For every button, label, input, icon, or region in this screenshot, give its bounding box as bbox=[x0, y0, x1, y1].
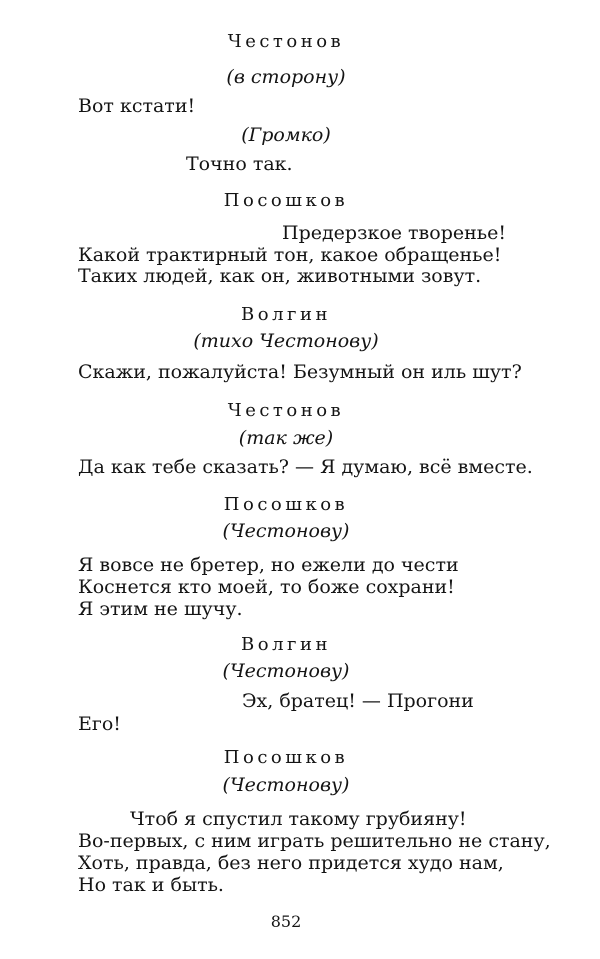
verse-line: Во-первых, с ним играть решительно не стану, bbox=[78, 830, 551, 852]
verse-line: Хоть, правда, без него придется худо нам, bbox=[78, 852, 504, 874]
speaker-name: Посошков bbox=[223, 190, 349, 211]
verse-line: Вот кстати! bbox=[78, 95, 196, 117]
stage-direction: (Честонову) bbox=[222, 520, 350, 542]
verse-line: Его! bbox=[78, 713, 121, 735]
verse-line: Да как тебе сказать? — Я думаю, всё вместе. bbox=[78, 456, 533, 478]
verse-line: Какой трактирный тон, какое обращенье! bbox=[78, 244, 502, 266]
page-number: 852 bbox=[270, 912, 302, 931]
stage-direction: (Честонову) bbox=[222, 660, 350, 682]
speaker-name: Посошков bbox=[223, 747, 349, 768]
verse-line: Я вовсе не бретер, но ежели до чести bbox=[78, 554, 459, 576]
verse-line: Таких людей, как он, животными зовут. bbox=[78, 265, 482, 287]
verse-line: Я этим не шучу. bbox=[78, 598, 243, 620]
verse-line: Предерзкое творенье! bbox=[282, 222, 506, 244]
stage-direction: (Честонову) bbox=[222, 774, 350, 796]
stage-direction: (в сторону) bbox=[226, 66, 346, 88]
speaker-name: Честонов bbox=[227, 400, 345, 421]
verse-line: Чтоб я спустил такому грубияну! bbox=[130, 808, 467, 830]
speaker-name: Волгин bbox=[241, 304, 331, 325]
speaker-name: Честонов bbox=[227, 31, 345, 52]
stage-direction: (Громко) bbox=[241, 124, 331, 146]
verse-line: Но так и быть. bbox=[78, 874, 224, 896]
verse-line: Эх, братец! — Прогони bbox=[242, 690, 474, 712]
speaker-name: Посошков bbox=[223, 494, 349, 515]
verse-line: Коснется кто моей, то боже сохрани! bbox=[78, 576, 455, 598]
verse-line: Скажи, пожалуйста! Безумный он иль шут? bbox=[78, 361, 522, 383]
speaker-name: Волгин bbox=[241, 634, 331, 655]
stage-direction: (так же) bbox=[238, 427, 334, 449]
stage-direction: (тихо Честонову) bbox=[193, 330, 379, 352]
verse-line: Точно так. bbox=[186, 153, 293, 175]
